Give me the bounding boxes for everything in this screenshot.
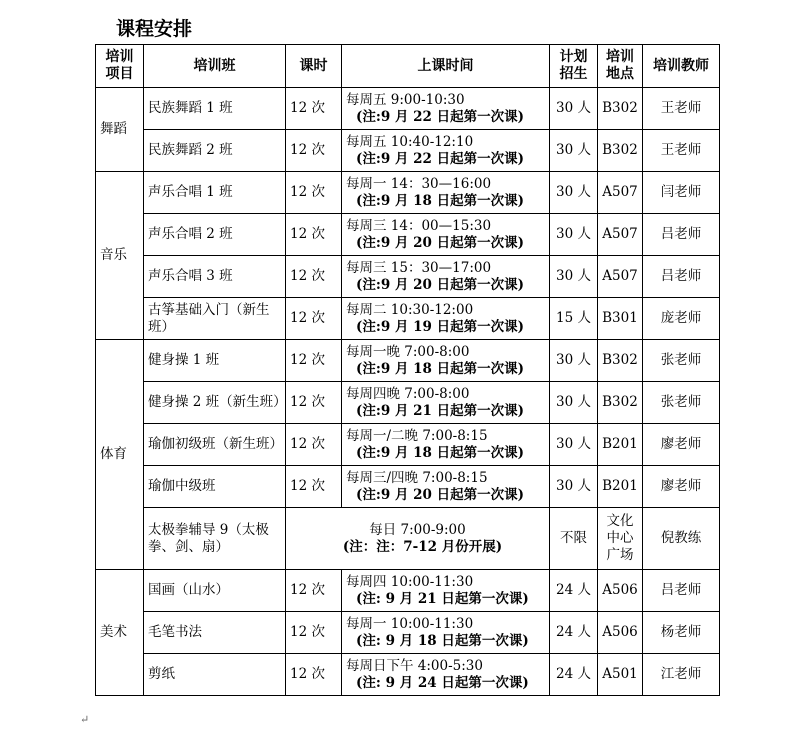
start-note: (注:9 月 18 日起第一次课) <box>356 192 525 209</box>
enroll-cell: 不限 <box>550 508 598 570</box>
start-note: (注:9 月 22 日起第一次课) <box>356 150 525 167</box>
table-row <box>96 424 720 466</box>
class-cell: 声乐合唱 1 班 <box>144 172 286 214</box>
start-note: (注:9 月 20 日起第一次课) <box>356 234 525 251</box>
class-cell: 民族舞蹈 2 班 <box>144 130 286 172</box>
place-cell: B302 <box>598 382 643 424</box>
time-text: 每周二 10:30-12:00 <box>346 301 474 318</box>
time-text: 每周三/四晚 7:00-8:15 <box>346 469 488 486</box>
hours-cell: 12 次 <box>286 214 342 256</box>
enroll-cell: 24 人 <box>550 612 598 654</box>
teacher-cell: 吕老师 <box>643 570 720 612</box>
time-text: 每周一 14：30—16:00 <box>346 175 492 192</box>
header-cell: 培训项目 <box>96 45 144 88</box>
hours-cell: 12 次 <box>286 298 342 340</box>
place-cell: B201 <box>598 424 643 466</box>
start-note: (注:9 月 22 日起第一次课) <box>356 108 525 125</box>
hours-cell: 12 次 <box>286 172 342 214</box>
start-note: (注: 9 月 21 日起第一次课) <box>356 590 529 607</box>
header-cell: 上课时间 <box>342 45 550 88</box>
enroll-cell: 30 人 <box>550 130 598 172</box>
time-cell <box>342 340 550 382</box>
hours-cell: 12 次 <box>286 340 342 382</box>
header-row <box>96 45 720 88</box>
time-cell <box>342 466 550 508</box>
time-cell <box>342 172 550 214</box>
teacher-cell: 庞老师 <box>643 298 720 340</box>
paragraph-mark-icon: ↵ <box>80 713 90 726</box>
time-cell <box>342 382 550 424</box>
place-cell: B302 <box>598 340 643 382</box>
teacher-cell: 张老师 <box>643 340 720 382</box>
hours-cell: 12 次 <box>286 382 342 424</box>
class-cell: 瑜伽初级班（新生班） <box>144 424 286 466</box>
class-cell: 瑜伽中级班 <box>144 466 286 508</box>
hours-cell: 12 次 <box>286 130 342 172</box>
table-row <box>96 298 720 340</box>
class-cell: 古筝基础入门（新生班） <box>144 298 286 340</box>
enroll-cell: 30 人 <box>550 256 598 298</box>
place-cell: B302 <box>598 88 643 130</box>
hours-cell: 12 次 <box>286 88 342 130</box>
place-cell: A506 <box>598 612 643 654</box>
place-cell: 文化中心广场 <box>598 508 643 570</box>
start-note: (注: 9 月 24 日起第一次课) <box>356 674 529 691</box>
class-cell: 声乐合唱 2 班 <box>144 214 286 256</box>
table-row <box>96 88 720 130</box>
table-row <box>96 654 720 696</box>
place-cell: B301 <box>598 298 643 340</box>
header-cell: 培训班 <box>144 45 286 88</box>
enroll-cell: 15 人 <box>550 298 598 340</box>
project-cell: 体育 <box>96 340 144 570</box>
table-row <box>96 256 720 298</box>
time-cell <box>342 570 550 612</box>
hours-cell: 12 次 <box>286 654 342 696</box>
time-text: 每周四 10:00-11:30 <box>346 573 474 590</box>
table-row <box>96 466 720 508</box>
teacher-cell: 吕老师 <box>643 214 720 256</box>
teacher-cell: 闫老师 <box>643 172 720 214</box>
class-cell: 民族舞蹈 1 班 <box>144 88 286 130</box>
enroll-cell: 30 人 <box>550 382 598 424</box>
teacher-cell: 廖老师 <box>643 466 720 508</box>
header-cell: 培训教师 <box>643 45 720 88</box>
place-cell: A507 <box>598 256 643 298</box>
place-cell: A501 <box>598 654 643 696</box>
table-row <box>96 214 720 256</box>
time-cell <box>342 424 550 466</box>
class-cell: 健身操 1 班 <box>144 340 286 382</box>
start-note: (注:9 月 20 日起第一次课) <box>356 486 525 503</box>
hours-cell: 12 次 <box>286 612 342 654</box>
hours-cell: 12 次 <box>286 424 342 466</box>
teacher-cell: 江老师 <box>643 654 720 696</box>
start-note: (注:9 月 21 日起第一次课) <box>356 402 525 419</box>
header-cell: 培训地点 <box>598 45 643 88</box>
time-text: 每周一 10:00-11:30 <box>346 615 474 632</box>
table-row <box>96 172 720 214</box>
page-title: 课程安排 <box>116 18 193 40</box>
time-text: 每周三 14：00—15:30 <box>346 217 492 234</box>
start-note: (注:9 月 18 日起第一次课) <box>356 444 525 461</box>
time-text: 每周五 9:00-10:30 <box>346 91 465 108</box>
teacher-cell: 张老师 <box>643 382 720 424</box>
place-cell: A506 <box>598 570 643 612</box>
time-text: 每周一/二晚 7:00-8:15 <box>346 427 488 444</box>
project-cell: 音乐 <box>96 172 144 340</box>
enroll-cell: 30 人 <box>550 424 598 466</box>
table-row <box>96 508 720 570</box>
place-cell: B201 <box>598 466 643 508</box>
header-cell: 计划招生 <box>550 45 598 88</box>
teacher-cell: 王老师 <box>643 130 720 172</box>
start-note: (注:9 月 18 日起第一次课) <box>356 360 525 377</box>
enroll-cell: 30 人 <box>550 214 598 256</box>
class-cell: 健身操 2 班（新生班） <box>144 382 286 424</box>
enroll-cell: 30 人 <box>550 172 598 214</box>
time-text: 每周四晚 7:00-8:00 <box>346 385 470 402</box>
table-row <box>96 612 720 654</box>
time-cell <box>342 214 550 256</box>
time-text: 每周日下午 4:00-5:30 <box>346 657 483 674</box>
project-cell: 美术 <box>96 570 144 696</box>
enroll-cell: 24 人 <box>550 654 598 696</box>
time-text: 每周一晚 7:00-8:00 <box>346 343 470 360</box>
start-note: (注：注：7-12 月份开展) <box>342 538 503 555</box>
place-cell: A507 <box>598 214 643 256</box>
class-cell: 剪纸 <box>144 654 286 696</box>
schedule-table <box>95 44 720 696</box>
hours-cell: 12 次 <box>286 256 342 298</box>
time-cell <box>286 508 550 570</box>
class-cell: 毛笔书法 <box>144 612 286 654</box>
enroll-cell: 30 人 <box>550 88 598 130</box>
table-row <box>96 340 720 382</box>
hours-cell: 12 次 <box>286 466 342 508</box>
time-text: 每日 7:00-9:00 <box>369 521 466 538</box>
time-cell <box>342 130 550 172</box>
start-note: (注: 9 月 18 日起第一次课) <box>356 632 529 649</box>
project-cell: 舞蹈 <box>96 88 144 172</box>
time-text: 每周三 15：30—17:00 <box>346 259 492 276</box>
time-cell <box>342 256 550 298</box>
time-cell <box>342 88 550 130</box>
table-row <box>96 570 720 612</box>
time-cell <box>342 612 550 654</box>
class-cell: 国画（山水） <box>144 570 286 612</box>
time-text: 每周五 10:40-12:10 <box>346 133 474 150</box>
start-note: (注:9 月 20 日起第一次课) <box>356 276 525 293</box>
teacher-cell: 杨老师 <box>643 612 720 654</box>
table-row <box>96 130 720 172</box>
teacher-cell: 王老师 <box>643 88 720 130</box>
enroll-cell: 24 人 <box>550 570 598 612</box>
teacher-cell: 倪教练 <box>643 508 720 570</box>
start-note: (注:9 月 19 日起第一次课) <box>356 318 525 335</box>
hours-cell: 12 次 <box>286 570 342 612</box>
enroll-cell: 30 人 <box>550 466 598 508</box>
place-cell: B302 <box>598 130 643 172</box>
class-cell: 声乐合唱 3 班 <box>144 256 286 298</box>
header-cell: 课时 <box>286 45 342 88</box>
time-cell <box>342 298 550 340</box>
teacher-cell: 吕老师 <box>643 256 720 298</box>
time-cell <box>342 654 550 696</box>
table-row <box>96 382 720 424</box>
enroll-cell: 30 人 <box>550 340 598 382</box>
place-cell: A507 <box>598 172 643 214</box>
teacher-cell: 廖老师 <box>643 424 720 466</box>
class-cell: 太极拳辅导 9（太极拳、剑、扇） <box>144 508 286 570</box>
